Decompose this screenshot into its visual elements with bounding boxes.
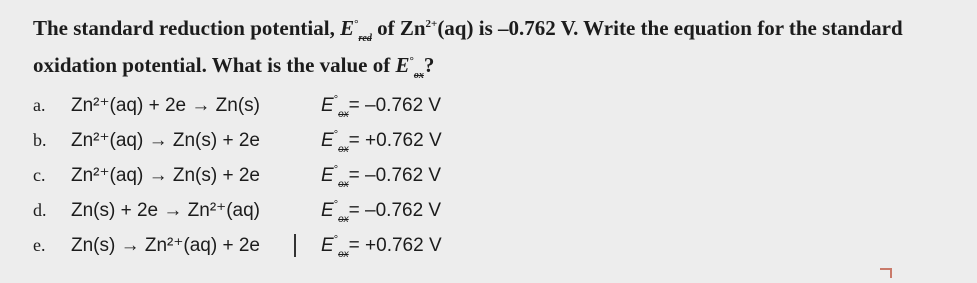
option-letter: b. <box>33 130 47 150</box>
e-ox-degree: ° <box>333 199 339 211</box>
option-equation: Zn²⁺(aq) → Zn(s) + 2e <box>71 165 260 186</box>
corner-mark-icon <box>880 268 892 278</box>
e-ox-subscript: ox <box>413 70 424 81</box>
text-cursor <box>294 234 296 257</box>
question-part-2: of Zn <box>371 16 426 40</box>
option-letter: d. <box>33 200 47 220</box>
e-ox-symbol: E <box>321 95 334 116</box>
e-ox-degree: ° <box>333 234 339 246</box>
e-ox-subscript: ox <box>338 179 349 190</box>
option-equation: Zn²⁺(aq) + 2e → Zn(s) <box>71 95 260 116</box>
e-ox-symbol: E <box>395 53 410 77</box>
option-letter: e. <box>33 235 46 255</box>
option-value-text: = +0.762 V <box>348 130 442 151</box>
answer-options <box>33 88 633 263</box>
option-value <box>321 228 442 263</box>
option-value <box>321 193 441 228</box>
e-ox-subscript: ox <box>338 249 349 260</box>
e-ox-symbol: E <box>321 130 334 151</box>
option-e[interactable] <box>33 228 633 263</box>
option-c[interactable] <box>33 158 633 193</box>
option-b[interactable] <box>33 123 633 158</box>
option-equation: Zn²⁺(aq) → Zn(s) + 2e <box>71 130 260 151</box>
e-ox-subscript: ox <box>338 214 349 225</box>
e-ox-subscript: ox <box>338 144 349 155</box>
option-value-text: = –0.762 V <box>348 95 442 116</box>
zn-charge: 2+ <box>425 18 438 30</box>
question-part-1: The standard reduction potential, <box>33 16 341 40</box>
option-letter: c. <box>33 165 46 185</box>
option-value-text: = +0.762 V <box>348 235 442 256</box>
option-value-text: = –0.762 V <box>348 200 442 221</box>
e-ox-degree: ° <box>333 94 339 106</box>
question-part-3: (aq) is –0.762 V. Write the equation for the standard oxidation potential. What is the value of <box>33 16 903 77</box>
e-ox-subscript: ox <box>338 109 349 120</box>
option-value <box>321 158 441 193</box>
e-ox-degree: ° <box>409 55 414 67</box>
e-red-symbol: E <box>340 16 355 40</box>
option-equation: Zn(s) + 2e → Zn²⁺(aq) <box>71 200 260 221</box>
option-value <box>321 123 442 158</box>
e-red-degree: ° <box>354 18 359 30</box>
e-red-subscript: red <box>358 33 372 44</box>
e-ox-symbol: E <box>321 200 334 221</box>
e-ox-degree: ° <box>333 129 339 141</box>
e-ox-symbol: E <box>321 235 334 256</box>
option-a[interactable] <box>33 88 633 123</box>
e-ox-degree: ° <box>333 164 339 176</box>
question-part-4: ? <box>423 53 435 77</box>
option-d[interactable] <box>33 193 633 228</box>
option-letter: a. <box>33 95 46 115</box>
question-text <box>33 10 963 84</box>
e-ox-symbol: E <box>321 165 334 186</box>
option-equation: Zn(s) → Zn²⁺(aq) + 2e <box>71 235 260 256</box>
option-value-text: = –0.762 V <box>348 165 442 186</box>
option-value <box>321 88 441 123</box>
